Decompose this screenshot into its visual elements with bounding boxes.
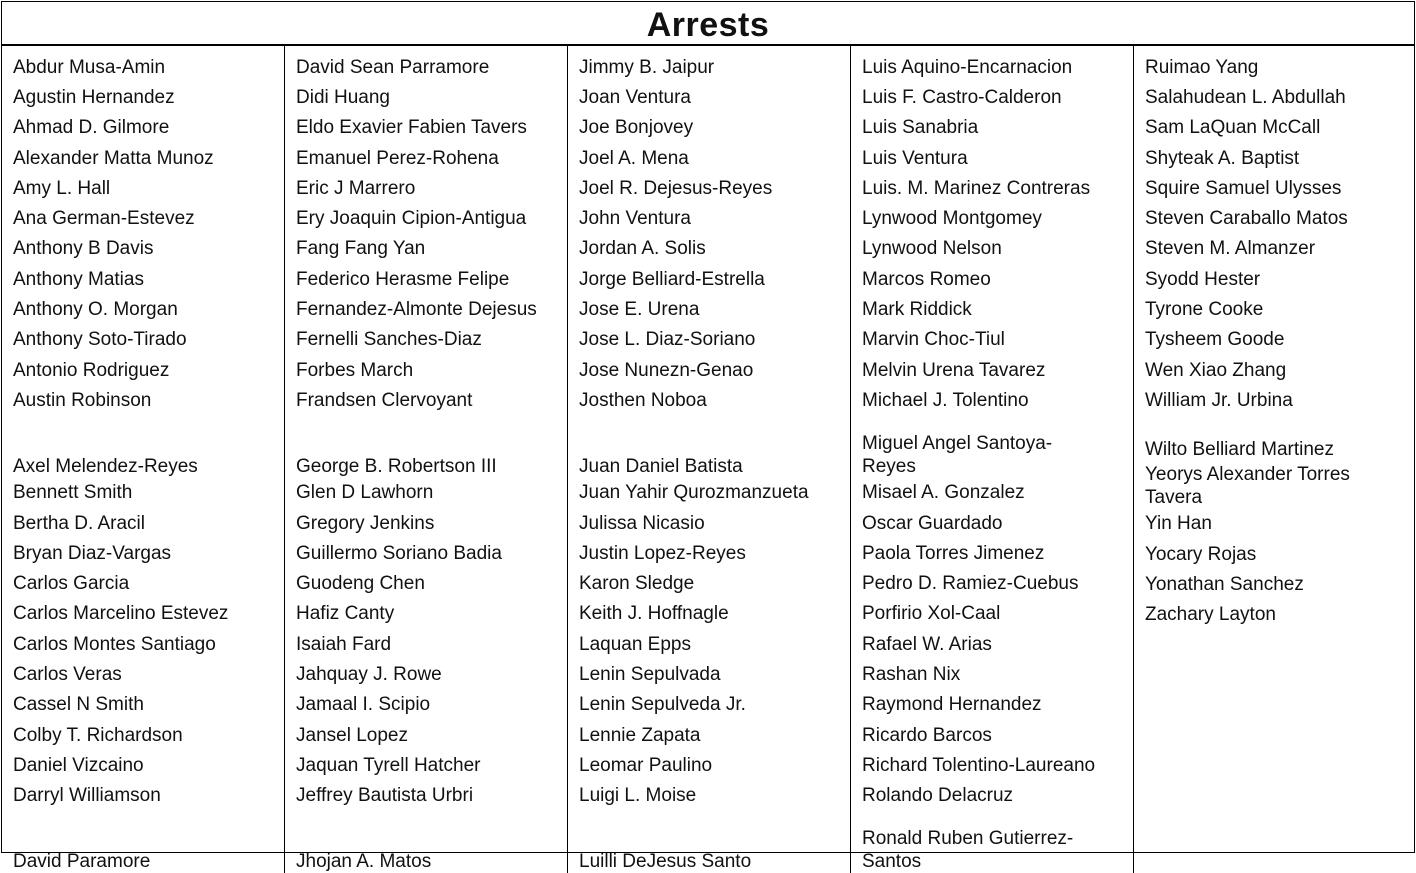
name-text: Keith J. Hoffnagle bbox=[579, 603, 729, 625]
name-text: Juan Yahir Qurozmanzueta bbox=[579, 482, 809, 504]
name-cell bbox=[579, 781, 850, 811]
name-cell bbox=[1145, 294, 1414, 324]
name-cell bbox=[579, 355, 850, 385]
name-text: Ery Joaquin Cipion-Antigua bbox=[296, 208, 527, 230]
name-cell bbox=[579, 143, 850, 173]
name-text: Daniel Vizcaino bbox=[13, 754, 144, 776]
name-cell bbox=[13, 385, 284, 415]
name-text: Jorge Belliard-Estrella bbox=[579, 268, 765, 290]
name-text: Abdur Musa-Amin bbox=[13, 56, 166, 78]
name-text: Colby T. Richardson bbox=[13, 724, 183, 746]
name-cell bbox=[579, 629, 850, 659]
name-cell bbox=[862, 478, 1133, 508]
name-text: Shyteak A. Baptist bbox=[1145, 147, 1300, 169]
name-text: Gregory Jenkins bbox=[296, 512, 435, 534]
name-text: Marcos Romeo bbox=[862, 268, 991, 290]
name-cell bbox=[296, 508, 567, 538]
name-text: Emanuel Perez-Rohena bbox=[296, 147, 499, 169]
name-cell bbox=[296, 234, 567, 264]
name-text: Anthony B Davis bbox=[13, 238, 154, 260]
name-text: Luis. M. Marinez Contreras bbox=[862, 177, 1091, 199]
name-cell bbox=[13, 538, 284, 568]
name-text: Ricardo Barcos bbox=[862, 724, 992, 746]
name-text: Luigi L. Moise bbox=[579, 785, 697, 807]
name-cell bbox=[296, 690, 567, 720]
name-text: Yocary Rojas bbox=[1145, 543, 1257, 565]
name-text: Luilli DeJesus Santo bbox=[579, 850, 752, 872]
name-cell bbox=[13, 568, 284, 598]
name-cell bbox=[296, 355, 567, 385]
name-text: Guodeng Chen bbox=[296, 573, 425, 595]
name-text: Lenin Sepulvada bbox=[579, 663, 721, 685]
name-text: Melvin Urena Tavarez bbox=[862, 359, 1046, 381]
name-cell bbox=[579, 52, 850, 82]
name-text: Rafael W. Arias bbox=[862, 633, 992, 655]
name-cell bbox=[862, 294, 1133, 324]
name-cell bbox=[1145, 113, 1414, 143]
name-cell bbox=[13, 811, 284, 873]
name-text: Steven M. Almanzer bbox=[1145, 238, 1316, 260]
name-cell bbox=[862, 143, 1133, 173]
name-cell bbox=[13, 781, 284, 811]
name-cell bbox=[13, 355, 284, 385]
name-cell bbox=[862, 416, 1092, 478]
name-text: Lynwood Nelson bbox=[862, 238, 1002, 260]
name-cell bbox=[862, 659, 1133, 689]
name-text: Yin Han bbox=[1145, 513, 1212, 535]
name-text: Luis F. Castro-Calderon bbox=[862, 86, 1062, 108]
name-text: Guillermo Soriano Badia bbox=[296, 542, 502, 564]
name-text: Miguel Angel Santoya-Reyes bbox=[862, 432, 1053, 477]
name-text: Cassel N Smith bbox=[13, 694, 144, 716]
name-text: Salahudean L. Abdullah bbox=[1145, 86, 1346, 108]
name-text: Wilto Belliard Martinez bbox=[1145, 438, 1334, 460]
name-text: Josthen Noboa bbox=[579, 389, 707, 411]
name-cell bbox=[296, 599, 567, 629]
name-text: David Paramore bbox=[13, 850, 151, 872]
name-text: George B. Robertson III bbox=[296, 455, 497, 477]
name-text: Luis Aquino-Encarnacion bbox=[862, 56, 1073, 78]
name-cell bbox=[579, 113, 850, 143]
name-text: Tysheem Goode bbox=[1145, 329, 1285, 351]
name-cell bbox=[13, 294, 284, 324]
name-text: Misael A. Gonzalez bbox=[862, 482, 1025, 504]
name-text: Jeffrey Bautista Urbri bbox=[296, 785, 474, 807]
arrests-table bbox=[1, 1, 1415, 872]
name-text: Carlos Marcelino Estevez bbox=[13, 603, 229, 625]
name-cell bbox=[579, 690, 850, 720]
name-text: Joan Ventura bbox=[579, 86, 691, 108]
name-cell bbox=[862, 599, 1133, 629]
name-text: Carlos Montes Santiago bbox=[13, 633, 216, 655]
name-cell bbox=[1145, 234, 1414, 264]
name-cell bbox=[1145, 385, 1414, 415]
names-column-4 bbox=[851, 46, 1134, 873]
name-cell bbox=[579, 416, 850, 478]
name-text: Wen Xiao Zhang bbox=[1145, 359, 1287, 381]
name-text: Syodd Hester bbox=[1145, 268, 1261, 290]
name-text: Joel A. Mena bbox=[579, 147, 689, 169]
name-text: Rolando Delacruz bbox=[862, 785, 1014, 807]
name-cell bbox=[862, 173, 1133, 203]
name-text: Jahquay J. Rowe bbox=[296, 663, 442, 685]
name-text: Ronald Ruben Gutierrez-Santos bbox=[862, 827, 1074, 872]
name-text: Justin Lopez-Reyes bbox=[579, 542, 746, 564]
name-text: Eric J Marrero bbox=[296, 177, 416, 199]
name-text: Michael J. Tolentino bbox=[862, 389, 1029, 411]
name-cell bbox=[579, 508, 850, 538]
name-cell bbox=[579, 203, 850, 233]
name-text: Ruimao Yang bbox=[1145, 56, 1259, 78]
name-cell bbox=[579, 234, 850, 264]
name-text: Luis Ventura bbox=[862, 147, 968, 169]
name-text: Jose Nunezn-Genao bbox=[579, 359, 754, 381]
name-cell bbox=[296, 294, 567, 324]
name-cell bbox=[579, 478, 850, 508]
name-cell bbox=[862, 568, 1133, 598]
name-cell bbox=[862, 508, 1133, 538]
name-cell bbox=[13, 113, 284, 143]
name-text: Ahmad D. Gilmore bbox=[13, 117, 170, 139]
name-cell bbox=[296, 113, 567, 143]
name-text: Bryan Diaz-Vargas bbox=[13, 542, 172, 564]
name-text: Fernandez-Almonte Dejesus bbox=[296, 299, 537, 321]
name-text: Tyrone Cooke bbox=[1145, 299, 1264, 321]
name-text: Jordan A. Solis bbox=[579, 238, 706, 260]
name-cell bbox=[862, 52, 1133, 82]
name-text: Mark Riddick bbox=[862, 299, 972, 321]
name-text: Luis Sanabria bbox=[862, 117, 979, 139]
name-cell bbox=[296, 659, 567, 689]
name-cell bbox=[296, 478, 567, 508]
name-cell bbox=[296, 82, 567, 112]
name-text: Isaiah Fard bbox=[296, 633, 392, 655]
page-title: Arrests bbox=[646, 5, 770, 44]
name-text: Leomar Paulino bbox=[579, 754, 713, 776]
name-text: Jansel Lopez bbox=[296, 724, 408, 746]
name-cell bbox=[1145, 461, 1375, 509]
name-cell bbox=[862, 113, 1133, 143]
name-cell bbox=[862, 811, 1092, 873]
name-cell bbox=[13, 234, 284, 264]
name-text: Porfirio Xol-Caal bbox=[862, 603, 1001, 625]
name-cell bbox=[296, 568, 567, 598]
name-cell bbox=[296, 629, 567, 659]
name-cell bbox=[1145, 325, 1414, 355]
name-cell bbox=[1145, 173, 1414, 203]
name-cell bbox=[862, 325, 1133, 355]
name-text: Glen D Lawhorn bbox=[296, 482, 434, 504]
name-text: Jamaal I. Scipio bbox=[296, 694, 431, 716]
name-text: Lenin Sepulveda Jr. bbox=[579, 694, 746, 716]
name-cell bbox=[296, 385, 567, 415]
name-text: Anthony Matias bbox=[13, 268, 144, 290]
name-cell bbox=[13, 690, 284, 720]
name-text: Anthony Soto-Tirado bbox=[13, 329, 187, 351]
names-column-1 bbox=[2, 46, 285, 873]
name-text: Eldo Exavier Fabien Tavers bbox=[296, 117, 527, 139]
name-cell bbox=[579, 750, 850, 780]
name-text: Axel Melendez-Reyes bbox=[13, 455, 198, 477]
name-text: Federico Herasme Felipe bbox=[296, 268, 510, 290]
name-text: Rashan Nix bbox=[862, 663, 961, 685]
name-text: Didi Huang bbox=[296, 86, 390, 108]
name-text: Jhojan A. Matos bbox=[296, 850, 432, 872]
name-text: Amy L. Hall bbox=[13, 177, 111, 199]
name-text: Marvin Choc-Tiul bbox=[862, 329, 1005, 351]
names-column-3 bbox=[568, 46, 851, 873]
name-cell bbox=[13, 325, 284, 355]
name-cell bbox=[13, 659, 284, 689]
name-text: Paola Torres Jimenez bbox=[862, 542, 1045, 564]
name-cell bbox=[862, 385, 1133, 415]
name-cell bbox=[13, 143, 284, 173]
name-text: David Sean Parramore bbox=[296, 56, 490, 78]
name-cell bbox=[296, 750, 567, 780]
name-cell bbox=[296, 416, 567, 478]
name-text: Jose E. Urena bbox=[579, 299, 700, 321]
name-text: Pedro D. Ramiez-Cuebus bbox=[862, 573, 1079, 595]
name-cell bbox=[13, 508, 284, 538]
name-cell bbox=[296, 325, 567, 355]
name-text: Antonio Rodriguez bbox=[13, 359, 170, 381]
name-cell bbox=[296, 203, 567, 233]
name-cell bbox=[296, 811, 567, 873]
name-cell bbox=[579, 264, 850, 294]
name-text: Joe Bonjovey bbox=[579, 117, 694, 139]
name-cell bbox=[862, 355, 1133, 385]
name-cell bbox=[296, 538, 567, 568]
name-cell bbox=[1145, 599, 1414, 629]
name-cell bbox=[1145, 143, 1414, 173]
name-cell bbox=[1145, 569, 1414, 599]
name-cell bbox=[862, 690, 1133, 720]
name-text: Agustin Hernandez bbox=[13, 86, 175, 108]
name-text: Fernelli Sanches-Diaz bbox=[296, 329, 482, 351]
name-text: Ana German-Estevez bbox=[13, 208, 195, 230]
name-cell bbox=[13, 629, 284, 659]
name-text: Hafiz Canty bbox=[296, 603, 395, 625]
name-text: Raymond Hernandez bbox=[862, 694, 1042, 716]
name-cell bbox=[579, 173, 850, 203]
name-cell bbox=[296, 264, 567, 294]
name-cell bbox=[13, 599, 284, 629]
name-cell bbox=[1145, 509, 1414, 539]
name-text: Laquan Epps bbox=[579, 633, 691, 655]
name-text: Lynwood Montgomey bbox=[862, 208, 1042, 230]
name-text: Squire Samuel Ulysses bbox=[1145, 177, 1342, 199]
name-cell bbox=[13, 203, 284, 233]
name-text: Steven Caraballo Matos bbox=[1145, 208, 1348, 230]
name-text: William Jr. Urbina bbox=[1145, 389, 1293, 411]
name-text: Jaquan Tyrell Hatcher bbox=[296, 754, 481, 776]
name-cell bbox=[1145, 82, 1414, 112]
name-cell bbox=[862, 781, 1133, 811]
name-text: Yonathan Sanchez bbox=[1145, 573, 1304, 595]
name-cell bbox=[1145, 52, 1414, 82]
name-cell bbox=[862, 750, 1133, 780]
name-cell bbox=[579, 294, 850, 324]
name-cell bbox=[579, 325, 850, 355]
name-text: Lennie Zapata bbox=[579, 724, 701, 746]
name-cell bbox=[579, 568, 850, 598]
name-cell bbox=[13, 720, 284, 750]
name-text: Julissa Nicasio bbox=[579, 512, 705, 534]
name-text: Forbes March bbox=[296, 359, 414, 381]
name-cell bbox=[862, 82, 1133, 112]
name-cell bbox=[862, 203, 1133, 233]
name-text: Jose L. Diaz-Soriano bbox=[579, 329, 756, 351]
names-column-5 bbox=[1134, 46, 1414, 873]
name-cell bbox=[13, 478, 284, 508]
name-cell bbox=[13, 264, 284, 294]
name-text: Yeorys Alexander Torres Tavera bbox=[1145, 463, 1350, 508]
name-text: Zachary Layton bbox=[1145, 604, 1276, 626]
name-cell bbox=[862, 720, 1133, 750]
name-cell bbox=[296, 781, 567, 811]
name-cell bbox=[862, 234, 1133, 264]
name-cell bbox=[1145, 539, 1414, 569]
name-text: Juan Daniel Batista bbox=[579, 455, 743, 477]
title-bar bbox=[2, 2, 1414, 46]
name-cell bbox=[296, 173, 567, 203]
name-cell bbox=[579, 659, 850, 689]
name-text: Richard Tolentino-Laureano bbox=[862, 754, 1096, 776]
name-cell bbox=[13, 82, 284, 112]
name-text: Jimmy B. Jaipur bbox=[579, 56, 715, 78]
name-text: Anthony O. Morgan bbox=[13, 299, 178, 321]
name-text: John Ventura bbox=[579, 208, 691, 230]
name-text: Alexander Matta Munoz bbox=[13, 147, 214, 169]
name-cell bbox=[296, 720, 567, 750]
names-column-2 bbox=[285, 46, 568, 873]
name-cell bbox=[579, 538, 850, 568]
name-cell bbox=[1145, 416, 1414, 461]
name-cell bbox=[1145, 264, 1414, 294]
name-cell bbox=[296, 52, 567, 82]
name-cell bbox=[579, 720, 850, 750]
name-text: Bennett Smith bbox=[13, 482, 133, 504]
name-cell bbox=[13, 173, 284, 203]
name-cell bbox=[296, 143, 567, 173]
name-cell bbox=[579, 599, 850, 629]
name-cell bbox=[579, 811, 850, 873]
name-text: Fang Fang Yan bbox=[296, 238, 426, 260]
name-cell bbox=[13, 52, 284, 82]
name-cell bbox=[862, 538, 1133, 568]
name-text: Joel R. Dejesus-Reyes bbox=[579, 177, 773, 199]
name-cell bbox=[862, 264, 1133, 294]
name-cell bbox=[579, 385, 850, 415]
name-text: Carlos Veras bbox=[13, 663, 122, 685]
name-text: Sam LaQuan McCall bbox=[1145, 117, 1321, 139]
name-text: Austin Robinson bbox=[13, 389, 152, 411]
name-text: Darryl Williamson bbox=[13, 785, 161, 807]
name-cell bbox=[1145, 355, 1414, 385]
name-text: Karon Sledge bbox=[579, 573, 695, 595]
names-grid bbox=[2, 46, 1414, 872]
name-cell bbox=[1145, 203, 1414, 233]
name-cell bbox=[13, 416, 284, 478]
name-text: Oscar Guardado bbox=[862, 512, 1003, 534]
name-text: Bertha D. Aracil bbox=[13, 512, 145, 534]
name-text: Carlos Garcia bbox=[13, 573, 130, 595]
name-cell bbox=[862, 629, 1133, 659]
name-cell bbox=[579, 82, 850, 112]
name-text: Frandsen Clervoyant bbox=[296, 389, 473, 411]
name-cell bbox=[13, 750, 284, 780]
